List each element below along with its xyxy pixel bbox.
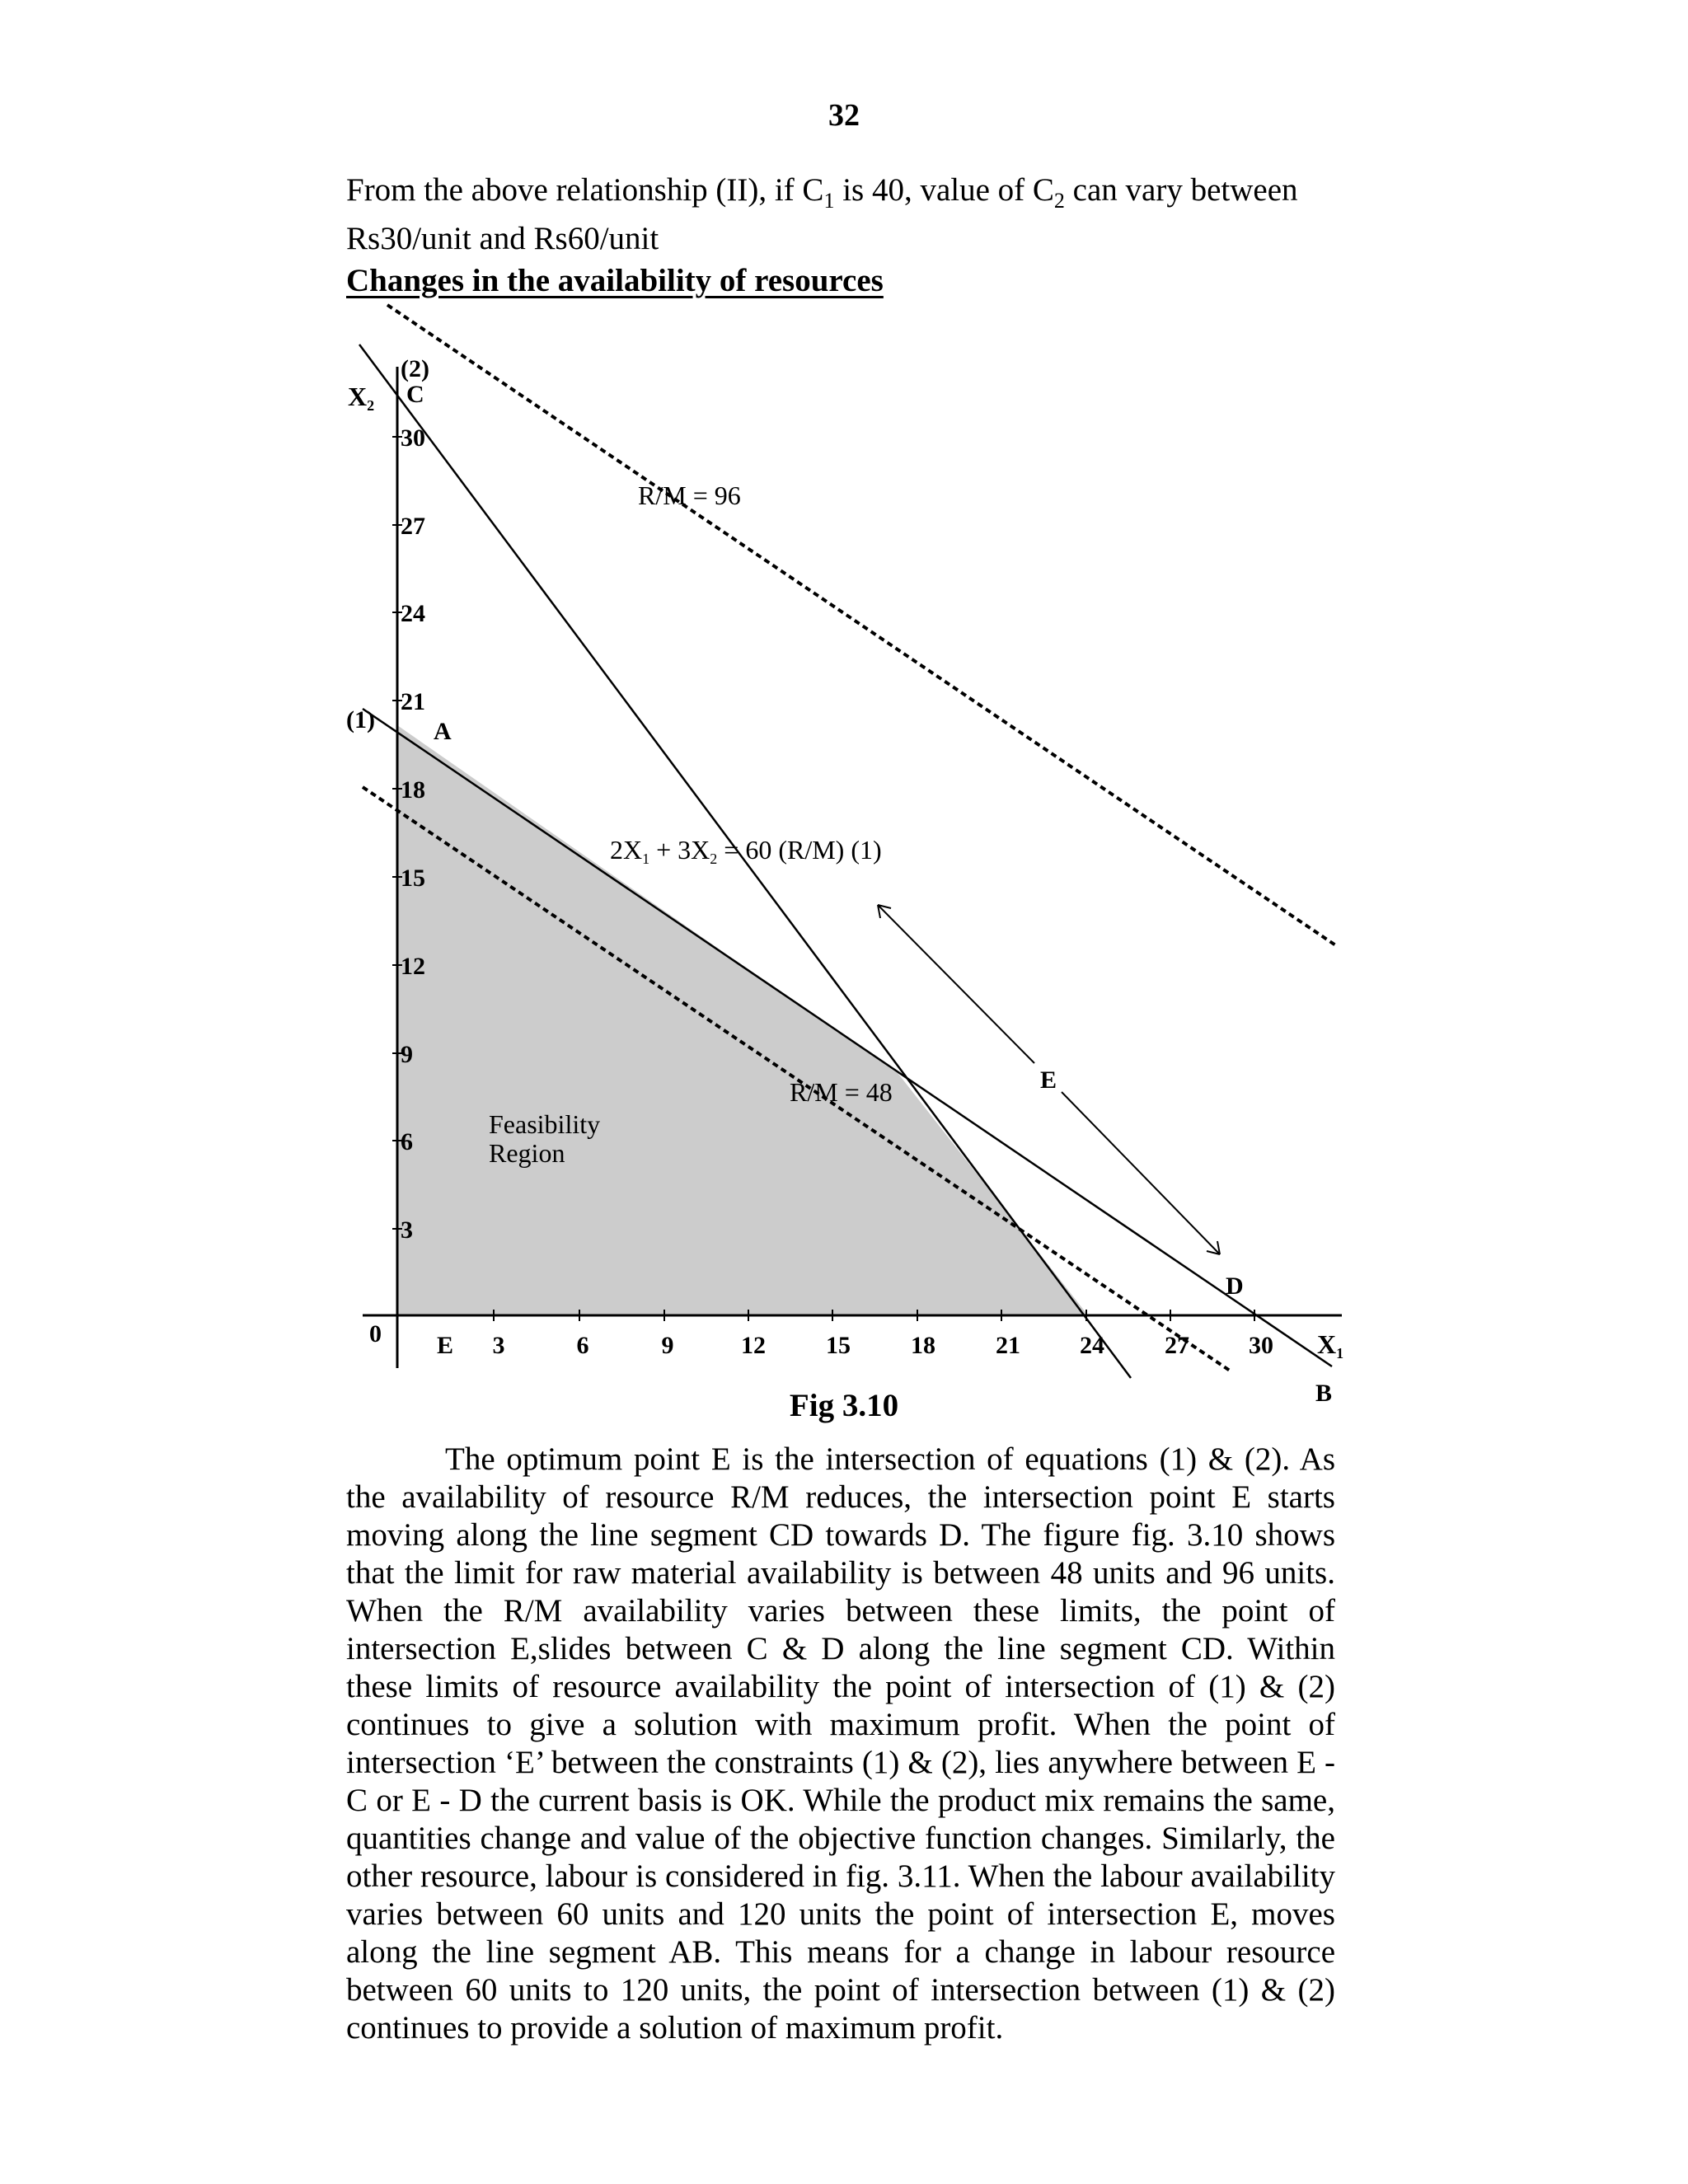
y-tick-label: 18 — [401, 776, 425, 804]
equation-sub-1: 1 — [642, 851, 650, 867]
intro-line2: Rs30/unit and Rs60/unit — [346, 220, 659, 256]
y-tick-label: 6 — [401, 1128, 413, 1155]
body-text: The optimum point E is the intersection of equations (1) & (2). As the availability of resource R/M reduces, the intersection point E starts moving along the line segment CD towards D. The figure fig. 3.10 shows that the limit for raw material availability is between 48 units and 96 units. When the R/M availability varies between these limits, the point of intersection E,slides between C & D along the line segment CD. Within these limits of resource availability the point of intersection of (1) & (2) continues to give a solution with maximum profit. When the point of intersection ‘E’ between the constraints (1) & (2), lies anywhere between E - C or E - D the current basis is OK. While the product mix remains the same, quantities change and value of the objective function changes. Similarly, the other resource, labour is considered in fig. 3.11. When the labour availability varies between 60 units and 120 units the point of intersection E, moves along the line segment AB. This means for a change in labour resource between 60 units to 120 units, the point of intersection between (1) & (2) continues to provide a solution of maximum profit. — [346, 1441, 1335, 2046]
x-tick-label: 6 — [576, 1332, 589, 1359]
y-tick-label: 24 — [401, 600, 425, 627]
y-axis-label — [348, 382, 374, 414]
page-number: 32 — [828, 98, 860, 133]
x-axis-sub: 1 — [1336, 1345, 1344, 1361]
figure-caption: Fig 3.10 — [789, 1388, 899, 1423]
intro-sub-1: 1 — [823, 188, 835, 213]
equation-part-b: + 3X — [649, 835, 710, 865]
y-tick-label: 30 — [401, 424, 425, 452]
y-tick-label: 15 — [401, 865, 425, 892]
equation-sub-2: 2 — [710, 851, 718, 867]
y-tick-label: 21 — [401, 688, 425, 715]
x-tick-label: 27 — [1165, 1332, 1189, 1359]
y-tick-label: 3 — [401, 1216, 413, 1244]
label-point-d: D — [1226, 1272, 1244, 1300]
label-constraint-2: (2) — [401, 355, 429, 382]
feasibility-region — [397, 725, 1088, 1315]
y-tick-label: 27 — [401, 513, 425, 540]
x-tick-label: 12 — [741, 1332, 766, 1359]
label-point-e-mid: E — [1040, 1066, 1057, 1094]
x-axis-letter: X — [1317, 1329, 1337, 1359]
intro-line1-part-c: can vary between — [1064, 172, 1298, 208]
y-axis-letter: X — [348, 382, 368, 411]
y-axis-sub: 2 — [367, 397, 375, 414]
body-paragraph — [346, 1441, 1335, 2047]
x-tick-label: 15 — [826, 1332, 851, 1359]
movement-arrow-lower — [1062, 1092, 1220, 1254]
rm-48-label: R/M = 48 — [790, 1077, 893, 1107]
label-point-a: A — [434, 718, 452, 745]
label-point-b: B — [1315, 1380, 1333, 1407]
feasibility-region-label-line2: Region — [489, 1138, 565, 1168]
x-tick-label: 24 — [1080, 1332, 1104, 1359]
y-tick-label: 12 — [401, 953, 425, 980]
intro-line1-part-a: From the above relationship (II), if C — [346, 172, 824, 208]
x-tick-label: 30 — [1249, 1332, 1273, 1359]
section-heading: Changes in the availability of resources — [346, 263, 884, 298]
feasibility-region-label-line1: Feasibility — [489, 1109, 601, 1139]
label-point-e-axis: E — [437, 1332, 454, 1359]
x-tick-label: 3 — [492, 1332, 505, 1359]
rm-96-label: R/M = 96 — [638, 480, 741, 510]
movement-arrow-upper — [878, 905, 1034, 1063]
equation-part-a: 2X — [610, 835, 643, 865]
intro-line1-part-b: is 40, value of C — [834, 172, 1054, 208]
equation-part-c: = 60 (R/M) (1) — [717, 835, 882, 865]
label-point-c: C — [406, 381, 424, 408]
x-tick-label: 18 — [911, 1332, 935, 1359]
intro-sub-2: 2 — [1053, 188, 1065, 213]
y-tick-label: 9 — [401, 1041, 413, 1068]
origin-label: 0 — [369, 1320, 382, 1347]
equation-label — [610, 835, 882, 867]
x-tick-label: 21 — [996, 1332, 1020, 1359]
label-constraint-1: (1) — [346, 706, 375, 733]
x-tick-label: 9 — [661, 1332, 674, 1359]
x-axis-label — [1317, 1329, 1343, 1361]
